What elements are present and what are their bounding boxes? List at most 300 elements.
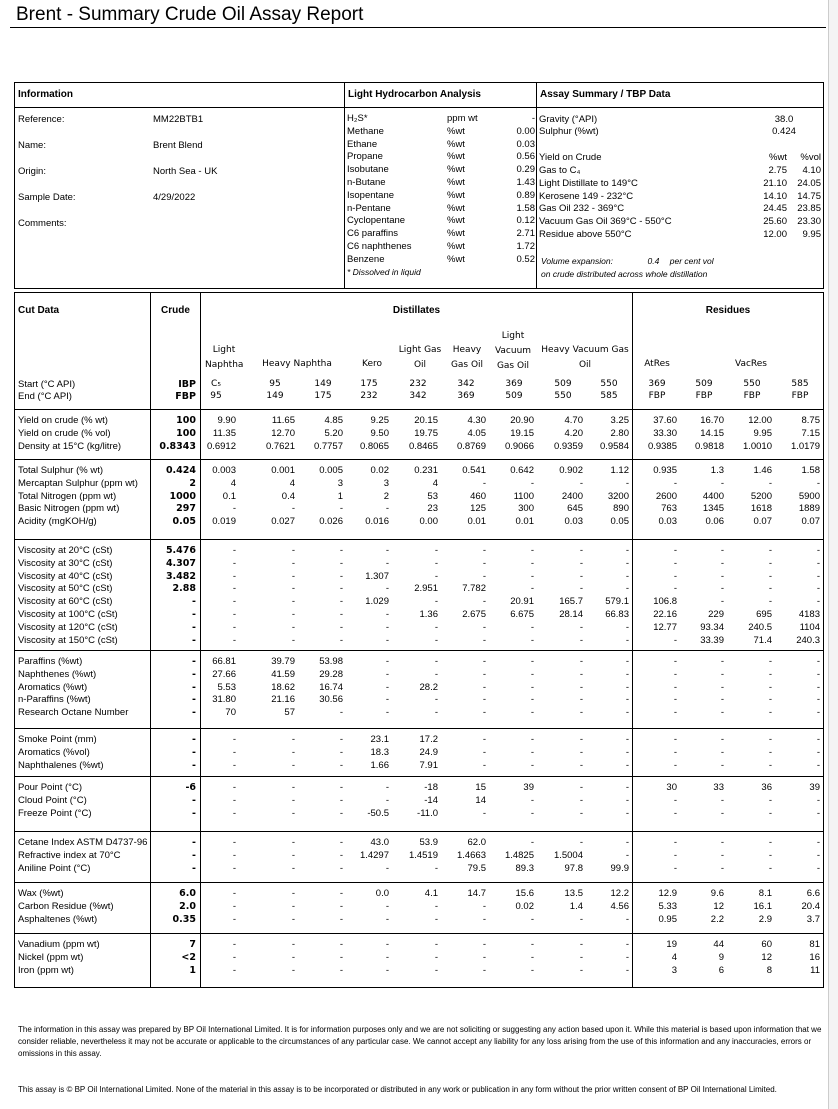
cut-value: -	[579, 746, 583, 758]
cut-value: -	[232, 794, 236, 806]
cut-value: -	[339, 557, 343, 569]
cut-value: -	[768, 862, 772, 874]
cut-end-value: 95	[210, 391, 222, 401]
cut-value: 9.6	[710, 888, 724, 899]
cut-value: -	[434, 707, 438, 719]
cut-value: -	[339, 596, 343, 608]
cut-value: 5.53	[217, 681, 236, 693]
cut-value: -	[385, 609, 389, 620]
cut-value: -	[673, 477, 677, 489]
hydrocarbon-value: 1.72	[516, 241, 535, 252]
cut-value: -	[816, 862, 820, 874]
cut-start-value: C₅	[211, 379, 221, 389]
yield-label: Vacuum Gas Oil 369°C - 550°C	[539, 216, 672, 228]
cut-value: 66.81	[212, 656, 236, 667]
cut-value: -	[232, 951, 236, 963]
cut-end-value: 550	[554, 391, 572, 401]
table-row	[15, 952, 823, 965]
cut-value: -	[579, 694, 583, 706]
cut-value: 81	[809, 939, 820, 950]
table-row	[15, 707, 823, 720]
hydrocarbon-row	[347, 126, 535, 139]
cut-end-value: 369	[457, 391, 475, 401]
hydrocarbon-unit: %wt	[447, 138, 465, 150]
hydrocarbon-unit: %wt	[447, 241, 465, 252]
cut-value: 6	[718, 964, 724, 976]
cut-value: 1.4663	[456, 849, 486, 861]
row-label: Total Nitrogen (ppm wt)	[18, 490, 117, 502]
cut-value: 33.39	[700, 634, 724, 646]
cut-value: -	[579, 794, 583, 806]
cut-value: 11	[810, 964, 820, 976]
cut-value: 229	[708, 609, 724, 620]
cut-value: 1.0010	[742, 440, 772, 452]
cut-value: -	[482, 570, 486, 582]
light-hydrocarbon-section	[345, 83, 537, 288]
cut-value: -	[720, 681, 724, 693]
yield-wt: 25.60	[763, 216, 787, 228]
cut-value: -	[530, 964, 534, 976]
cut-value: -	[579, 621, 583, 633]
gravity-label: Gravity (°API)	[539, 114, 598, 125]
cut-value: -	[232, 849, 236, 861]
table-row	[15, 622, 823, 635]
cut-group-label: Heavy Naphtha	[262, 359, 332, 369]
cut-start-value: 175	[360, 379, 378, 389]
cut-value: 5.20	[324, 427, 343, 439]
cut-value: 0.8065	[359, 440, 389, 452]
cut-value: -	[434, 900, 438, 912]
row-label: Acidity (mgKOH/g)	[18, 516, 97, 528]
cut-value: 3200	[607, 490, 629, 502]
cut-end-value: 175	[314, 391, 332, 401]
crude-value: -	[192, 609, 196, 620]
cut-value: -	[625, 807, 629, 819]
cut-value: 1.4	[569, 900, 583, 912]
cut-value: 19.15	[510, 427, 534, 439]
volume-expansion-value: 0.4	[647, 256, 660, 266]
cut-value: 3.25	[610, 415, 629, 426]
cut-value: -	[579, 557, 583, 569]
crude-value: 7	[189, 939, 196, 950]
cut-value: 39.79	[271, 656, 295, 667]
cut-end-value: FBP	[791, 391, 809, 401]
cut-value: 2.2	[710, 913, 724, 925]
crude-value: -	[192, 746, 196, 758]
cut-value: 0.541	[462, 465, 486, 476]
cut-value: -	[232, 939, 236, 950]
cut-value: 1.46	[753, 465, 772, 476]
crude-value: 100	[176, 427, 196, 439]
row-label: Freeze Point (°C)	[18, 807, 92, 819]
cut-value: 0.7757	[313, 440, 343, 452]
cut-value: -	[291, 503, 295, 515]
cut-group-label: Kero	[362, 359, 382, 369]
yield-row	[539, 191, 823, 204]
cut-value: -	[482, 557, 486, 569]
crude-value: 0.05	[172, 516, 196, 528]
cut-value: -	[232, 596, 236, 608]
row-label: Nickel (ppm wt)	[18, 951, 84, 963]
hydrocarbon-name: C6 paraffins	[347, 228, 399, 240]
hydrocarbon-unit: %wt	[447, 125, 465, 137]
cut-value: 30.56	[319, 694, 343, 706]
crude-value: -6	[185, 782, 196, 793]
cut-value: 1.307	[365, 570, 389, 582]
cut-value: 9.95	[753, 427, 772, 439]
cut-value: -	[768, 759, 772, 771]
cut-value: -	[768, 837, 772, 848]
volume-expansion-note: on crude distributed across whole distillation	[541, 269, 708, 279]
information-heading: Information	[15, 83, 344, 108]
row-label: Research Octane Number	[18, 707, 129, 719]
scrollbar[interactable]	[828, 0, 838, 1109]
hydrocarbon-name: n-Butane	[347, 177, 386, 188]
cut-value: 20.4	[801, 900, 820, 912]
cut-value: -	[339, 913, 343, 925]
cut-value: 0.026	[319, 516, 343, 528]
cut-value: 2.9	[758, 913, 772, 925]
cut-value: 1345	[702, 503, 724, 515]
cut-end-value: 509	[505, 391, 523, 401]
row-label: Viscosity at 150°C (cSt)	[18, 634, 118, 646]
cut-value: 79.5	[467, 862, 486, 874]
yield-label: Residue above 550°C	[539, 229, 632, 240]
cut-value: 27.66	[212, 668, 236, 680]
cut-value: -	[816, 694, 820, 706]
cut-value: 70	[225, 707, 236, 719]
cut-value: -	[482, 681, 486, 693]
cut-value: -	[530, 794, 534, 806]
yield-header-label: Yield on Crude	[539, 152, 602, 163]
cut-value: -	[579, 951, 583, 963]
cut-value: -	[530, 734, 534, 745]
table-row	[15, 939, 823, 952]
cut-value: 1.12	[610, 465, 629, 476]
cut-value: -	[291, 570, 295, 582]
cut-value: -	[625, 668, 629, 680]
crude-value: 2.0	[179, 900, 196, 912]
hydrocarbon-row	[347, 151, 535, 164]
cut-value: -	[816, 668, 820, 680]
yield-vol: 24.05	[797, 177, 821, 189]
hydrocarbon-name: Benzene	[347, 253, 385, 265]
cut-value: -	[720, 656, 724, 667]
cut-value: -	[720, 837, 724, 848]
cut-value: 763	[661, 503, 677, 515]
cut-value: 44	[713, 939, 724, 950]
cut-value: -	[385, 707, 389, 719]
cut-value: -	[434, 862, 438, 874]
cut-value: -	[720, 557, 724, 569]
cut-value: 16	[809, 951, 820, 963]
cut-value: -	[673, 849, 677, 861]
cut-value: -	[625, 794, 629, 806]
cut-value: -	[530, 746, 534, 758]
end-label: End (°C API)	[18, 391, 72, 402]
cut-value: -	[482, 656, 486, 667]
crude-value: 0.424	[165, 465, 196, 476]
cut-value: -	[720, 746, 724, 758]
yield-wt: 14.10	[763, 190, 787, 202]
hydrocarbon-unit: %wt	[447, 164, 465, 176]
cut-value: 9.50	[370, 427, 389, 439]
cut-value: -	[768, 707, 772, 719]
cut-value: 1.0179	[790, 440, 820, 452]
crude-value: -	[192, 681, 196, 693]
table-row	[15, 901, 823, 914]
table-row	[15, 571, 823, 584]
group-divider	[15, 539, 823, 540]
cut-value: -	[816, 837, 820, 848]
cut-value: 11.35	[212, 427, 236, 439]
info-field-value: North Sea - UK	[153, 166, 218, 177]
yield-label: Light Distillate to 149°C	[539, 177, 638, 189]
cut-value: -	[720, 570, 724, 582]
hydrocarbon-unit: %wt	[447, 228, 465, 240]
cut-value: -	[385, 557, 389, 569]
cut-value: -	[673, 583, 677, 595]
yield-vol: 4.10	[802, 165, 821, 176]
cut-value: 12.2	[610, 888, 629, 899]
hydrocarbon-row	[347, 241, 535, 254]
cut-value: -	[816, 849, 820, 861]
crude-value: 6.0	[179, 888, 196, 899]
cut-value: -	[768, 596, 772, 608]
cut-value: -	[434, 939, 438, 950]
sulphur-label: Sulphur (%wt)	[539, 126, 599, 137]
cut-value: 0.9066	[504, 440, 534, 452]
cut-value: -	[482, 634, 486, 646]
crude-value: 1000	[169, 490, 196, 502]
cut-value: 5900	[798, 490, 820, 502]
cut-value: -	[339, 964, 343, 976]
table-row	[15, 914, 823, 927]
crude-value: -	[192, 596, 196, 608]
info-field-label: Origin:	[18, 166, 46, 177]
cut-value: -	[579, 656, 583, 667]
cut-value: 37.60	[653, 415, 677, 426]
cut-value: 3	[671, 964, 677, 976]
cut-value: -	[530, 837, 534, 848]
cut-value: -	[385, 862, 389, 874]
table-row	[15, 734, 823, 747]
cut-value: 0.07	[753, 516, 772, 528]
cut-value: 0.01	[467, 516, 486, 528]
cut-value: -	[339, 807, 343, 819]
cut-value: 43.0	[370, 837, 389, 848]
cut-value: 4.56	[610, 900, 629, 912]
cut-start-value: 509	[695, 379, 713, 389]
cut-value: 0.005	[319, 465, 343, 476]
row-label: Asphaltenes (%wt)	[18, 913, 98, 925]
cut-value: -	[482, 939, 486, 950]
cut-value: -	[625, 621, 629, 633]
hydrocarbon-value: 0.00	[516, 125, 535, 137]
cut-value: 23	[427, 503, 438, 515]
table-row	[15, 441, 823, 454]
row-label: Pour Point (°C)	[18, 782, 82, 793]
title-divider	[10, 27, 826, 28]
cut-value: 6.6	[806, 888, 820, 899]
cut-value: -	[339, 888, 343, 899]
yield-vol: 14.75	[797, 190, 821, 202]
cut-value: 0.027	[271, 516, 295, 528]
cut-start-value: 585	[791, 379, 809, 389]
cut-start-value: 550	[743, 379, 761, 389]
cut-value: -	[434, 634, 438, 646]
cut-end-value: 342	[409, 391, 427, 401]
crude-start: IBP	[178, 379, 196, 390]
cut-value: -	[625, 837, 629, 848]
cut-value: -	[673, 681, 677, 693]
cut-value: -	[625, 939, 629, 950]
cut-value: 22.16	[653, 609, 677, 620]
cut-value: 4.85	[324, 415, 343, 426]
cut-value: 0.9818	[694, 440, 724, 452]
volume-expansion	[541, 256, 714, 266]
crude-value: -	[192, 849, 196, 861]
cut-value: -	[385, 621, 389, 633]
cut-value: -	[530, 621, 534, 633]
table-row	[15, 837, 823, 850]
hydrocarbon-row	[347, 139, 535, 152]
crude-value: 297	[176, 503, 196, 515]
sulphur-value: 0.424	[772, 126, 796, 137]
cut-value: 0.9584	[599, 440, 629, 452]
cut-value: 12	[761, 951, 772, 963]
cut-value: -	[579, 668, 583, 680]
cut-value: -	[482, 951, 486, 963]
crude-value: <2	[181, 951, 196, 963]
cut-value: 1.4297	[359, 849, 389, 861]
hydrocarbon-value: 0.52	[516, 253, 535, 265]
info-field-label: Sample Date:	[18, 192, 76, 203]
table-row	[15, 760, 823, 773]
cut-value: -	[673, 634, 677, 646]
yield-vol-header: %vol	[800, 152, 821, 163]
cut-value: -	[291, 782, 295, 793]
cut-value: 4.70	[564, 415, 583, 426]
cut-group-label: Light Naphtha	[205, 345, 244, 370]
cut-value: -	[482, 734, 486, 745]
cut-value: -	[673, 862, 677, 874]
hydrocarbon-row	[347, 215, 535, 228]
cut-value: -	[291, 951, 295, 963]
row-label: Density at 15°C (kg/litre)	[18, 440, 122, 452]
cut-value: 62.0	[467, 837, 486, 848]
cut-start-value: 369	[505, 379, 523, 389]
cut-value: -	[339, 939, 343, 950]
cut-value: 0.231	[414, 465, 438, 476]
table-row	[15, 863, 823, 876]
info-field-label: Comments:	[18, 218, 67, 229]
yield-wt: 2.75	[768, 165, 787, 176]
cut-value: 1889	[798, 503, 820, 515]
cut-value: 8.75	[801, 415, 820, 426]
cut-start-value: 369	[648, 379, 666, 389]
cut-value: -	[530, 681, 534, 693]
yield-wt: 21.10	[763, 177, 787, 189]
cut-value: -	[232, 782, 236, 793]
crude-value: 0.35	[172, 913, 196, 925]
table-row	[15, 516, 823, 529]
table-row	[15, 596, 823, 609]
cut-value: -	[232, 503, 236, 515]
cut-value: -	[232, 557, 236, 569]
cut-value: -	[579, 545, 583, 556]
distillates-heading: Distillates	[392, 305, 441, 316]
cut-value: -	[482, 694, 486, 706]
cut-data-heading: Cut Data	[18, 305, 60, 316]
group-divider	[15, 409, 823, 410]
cut-value: -	[768, 681, 772, 693]
row-label: Yield on crude (% vol)	[18, 427, 111, 439]
row-label: Smoke Point (mm)	[18, 734, 97, 745]
cut-value: -	[530, 570, 534, 582]
cut-value: -	[434, 668, 438, 680]
sulphur-row	[539, 126, 823, 139]
cut-value: -	[720, 794, 724, 806]
cut-value: 66.83	[605, 609, 629, 620]
cut-value: -	[385, 964, 389, 976]
cut-value: 4.20	[564, 427, 583, 439]
cut-value: -	[673, 759, 677, 771]
cut-value: 1100	[513, 490, 534, 502]
cut-value: -	[530, 759, 534, 771]
group-divider	[15, 650, 823, 651]
cut-value: 0.8769	[456, 440, 486, 452]
cut-value: 4	[432, 477, 438, 489]
cut-value: 2.675	[462, 609, 486, 620]
cut-value: 20.15	[414, 415, 438, 426]
cut-value: -	[720, 668, 724, 680]
cut-value: -	[768, 807, 772, 819]
cut-value: -	[673, 694, 677, 706]
cut-value: -	[482, 477, 486, 489]
cut-value: -	[579, 939, 583, 950]
cut-value: -	[385, 583, 389, 595]
cut-value: 0.9359	[553, 440, 583, 452]
cut-value: 16.70	[700, 415, 724, 426]
hydrocarbon-name: Isopentane	[347, 189, 395, 201]
cut-value: 60	[761, 939, 772, 950]
hydrocarbon-unit: %wt	[447, 202, 465, 214]
cut-value: -	[339, 900, 343, 912]
cut-value: -50.5	[367, 807, 389, 819]
cut-value: -	[625, 782, 629, 793]
table-row	[15, 795, 823, 808]
cut-value: -	[291, 964, 295, 976]
cut-value: -	[291, 583, 295, 595]
hydrocarbon-row	[347, 228, 535, 241]
cut-value: -	[291, 837, 295, 848]
info-field-value: MM22BTB1	[153, 114, 204, 125]
cut-value: 14.15	[700, 427, 724, 439]
cut-value: -	[339, 545, 343, 556]
cut-value: 0.019	[212, 516, 236, 528]
table-row	[15, 782, 823, 795]
hydrocarbon-name: Cyclopentane	[347, 215, 406, 227]
cut-value: 4	[671, 951, 677, 963]
crude-value: 5.476	[165, 545, 196, 556]
cut-value: 8	[766, 964, 772, 976]
cut-value: -	[530, 583, 534, 595]
cut-value: 93.34	[700, 621, 724, 633]
cut-value: -	[482, 621, 486, 633]
cut-start-value: 95	[269, 379, 281, 389]
cut-value: -	[434, 964, 438, 976]
